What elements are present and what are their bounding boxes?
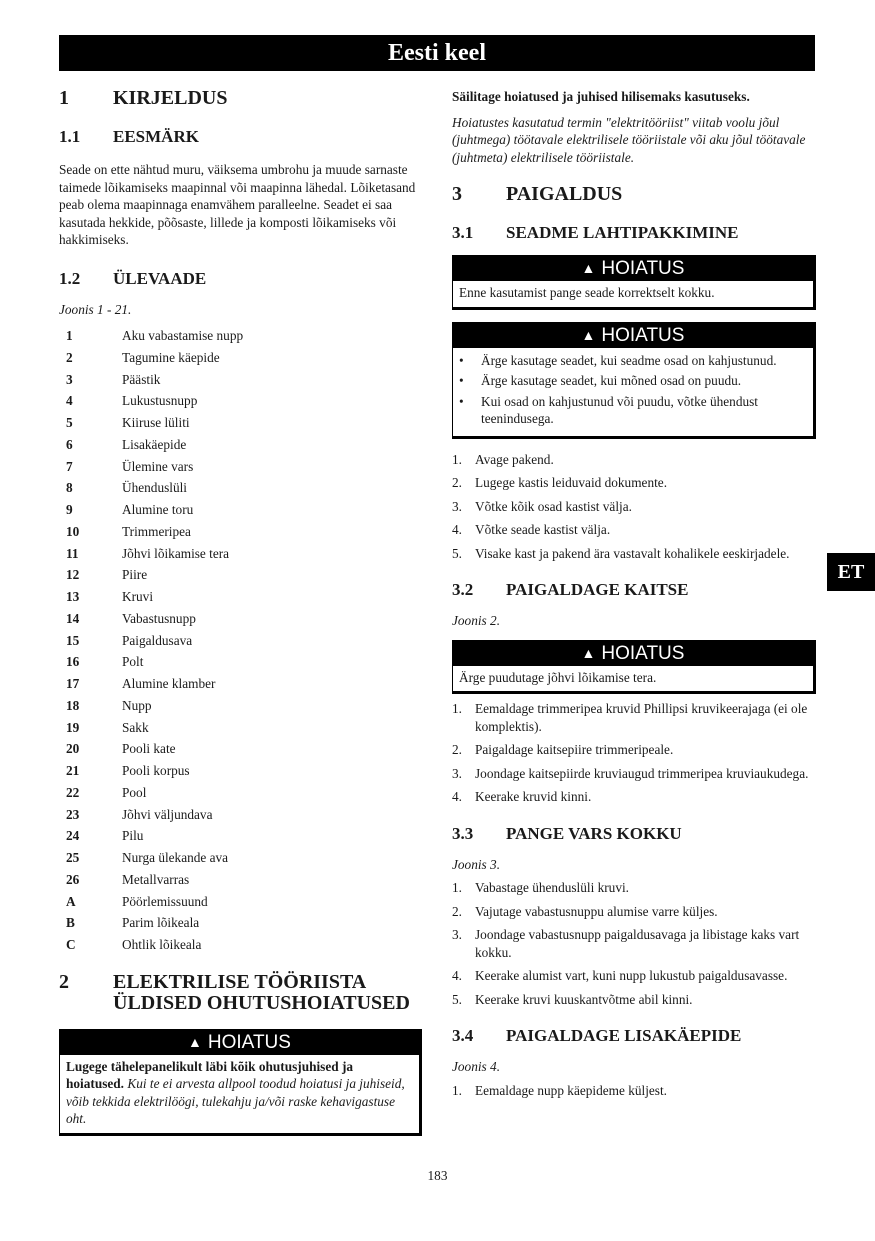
step-number: 5. bbox=[452, 991, 462, 1007]
part-label: Parim lõikeala bbox=[122, 915, 200, 931]
part-label: Jõhvi lõikamise tera bbox=[122, 545, 230, 561]
section-number: 3.1 bbox=[452, 223, 474, 242]
part-number: 2 bbox=[66, 349, 73, 365]
part-label: Metallvarras bbox=[122, 871, 190, 887]
step-number: 1. bbox=[452, 701, 462, 716]
step-number: 2. bbox=[452, 742, 462, 757]
part-item bbox=[59, 738, 422, 760]
section-3-1-heading bbox=[452, 223, 816, 243]
section-number: 3.3 bbox=[452, 823, 474, 843]
part-number: 23 bbox=[66, 806, 80, 822]
part-number: C bbox=[66, 937, 76, 952]
section-number: 3.4 bbox=[452, 1026, 474, 1045]
part-label: Nurga ülekande ava bbox=[122, 850, 229, 865]
part-item bbox=[59, 434, 422, 456]
step-number: 3. bbox=[452, 498, 462, 514]
power-tool-definition: Hoiatustes kasutatud termin "elektritööriist" viitab voolu jõul (juhtmega) töötavale elektrilisele tööriistale või aku jõul töötavale (juhtmeta) elektrilisele tööriistale. bbox=[452, 114, 806, 165]
step-number: 2. bbox=[452, 903, 462, 919]
step-number: 4. bbox=[452, 968, 462, 983]
step-item bbox=[452, 521, 816, 539]
part-number: 16 bbox=[66, 654, 80, 670]
section-number: 1.1 bbox=[59, 127, 81, 146]
part-label: Lukustusnupp bbox=[122, 393, 198, 409]
part-label: Lisakäepide bbox=[122, 436, 187, 452]
guard-steps bbox=[452, 700, 816, 806]
part-label: Tagumine käepide bbox=[122, 349, 220, 365]
part-number: 12 bbox=[66, 567, 80, 583]
right-column bbox=[452, 84, 816, 1105]
step-number: 4. bbox=[452, 522, 462, 537]
part-number: 11 bbox=[66, 545, 79, 561]
section-number: 2 bbox=[59, 970, 69, 993]
part-label: Vabastusnupp bbox=[122, 610, 196, 626]
part-item bbox=[59, 477, 422, 499]
part-item bbox=[59, 499, 422, 521]
section-title bbox=[113, 972, 410, 1014]
figure-reference: Joonis 4. bbox=[452, 1059, 501, 1074]
warning-triangle-icon: ▲ bbox=[188, 1033, 202, 1050]
part-item bbox=[59, 912, 422, 934]
part-number: 21 bbox=[66, 763, 80, 778]
step-text: Vabastage ühenduslüli kruvi. bbox=[475, 880, 629, 895]
part-item bbox=[59, 390, 422, 412]
part-item bbox=[59, 934, 422, 956]
part-item bbox=[59, 717, 422, 739]
step-item bbox=[452, 903, 816, 921]
keep-instructions-text: Säilitage hoiatused ja juhised hilisemaks kasutuseks. bbox=[452, 89, 750, 104]
assembly-warning-box bbox=[452, 255, 816, 310]
step-text: Võtke seade kastist välja. bbox=[475, 522, 611, 537]
section-title: KIRJELDUS bbox=[113, 87, 228, 109]
section-2-heading bbox=[59, 972, 422, 1014]
part-item bbox=[59, 760, 422, 782]
step-text: Keerake kruvid kinni. bbox=[475, 789, 592, 804]
part-label: Alumine klamber bbox=[122, 676, 216, 691]
step-item bbox=[452, 967, 816, 985]
section-3-heading bbox=[452, 184, 816, 205]
step-number: 1. bbox=[452, 1082, 462, 1098]
step-item bbox=[452, 700, 816, 735]
bullet-text: Ärge kasutage seadet, kui mõned osad on puudu. bbox=[481, 373, 742, 388]
step-item bbox=[452, 879, 816, 897]
part-number: 3 bbox=[66, 371, 73, 387]
section-3-2-heading bbox=[452, 580, 816, 600]
part-label: Pooli korpus bbox=[122, 763, 190, 778]
part-number: 25 bbox=[66, 850, 80, 865]
step-item bbox=[452, 545, 816, 563]
part-label: Kruvi bbox=[122, 589, 154, 604]
part-label: Alumine toru bbox=[122, 502, 194, 517]
bullet-icon: • bbox=[459, 352, 464, 368]
part-label: Ülemine vars bbox=[122, 458, 194, 474]
warning-header bbox=[60, 1030, 419, 1055]
part-item bbox=[59, 847, 422, 869]
part-number: 19 bbox=[66, 719, 80, 735]
parts-list bbox=[59, 325, 422, 956]
part-item bbox=[59, 412, 422, 434]
part-label: Jõhvi väljundava bbox=[122, 806, 213, 822]
part-item bbox=[59, 586, 422, 608]
section-1-2-heading bbox=[59, 269, 422, 289]
shaft-steps bbox=[452, 879, 816, 1008]
part-label: Polt bbox=[122, 654, 144, 670]
step-item bbox=[452, 474, 816, 492]
warning-bullet-item bbox=[459, 352, 807, 370]
step-text: Joondage vabastusnupp paigaldusavaga ja libistage kaks vart kokku. bbox=[475, 927, 800, 960]
part-number: 14 bbox=[66, 610, 80, 626]
section-number: 1.2 bbox=[59, 268, 81, 288]
step-number: 2. bbox=[452, 475, 462, 490]
warning-bullet-item bbox=[459, 393, 807, 428]
damaged-parts-warning-box bbox=[452, 322, 816, 439]
part-number: 9 bbox=[66, 502, 73, 517]
section-number: 1 bbox=[59, 87, 69, 109]
section-title: SEADME LAHTIPAKKIMINE bbox=[506, 223, 739, 242]
section-title: PAIGALDUS bbox=[506, 183, 623, 205]
step-text: Avage pakend. bbox=[475, 451, 554, 467]
step-item bbox=[452, 765, 816, 783]
part-label: Piire bbox=[122, 567, 148, 583]
part-label: Ühenduslüli bbox=[122, 480, 188, 496]
step-item bbox=[452, 498, 816, 516]
warning-bold-text: Lugege tähelepanelikult läbi kõik ohutusjuhised ja hoiatused. bbox=[66, 1058, 354, 1092]
step-text: Joondage kaitsepiirde kruviaugud trimmeripea kruviaukudega. bbox=[475, 765, 809, 781]
warning-italic-text: Kui te ei arvesta allpool toodud hoiatusi ja juhiseid, võib tekkida elektrilöögi, tulekahju ja/või raske kehavigastuse oht. bbox=[66, 1076, 405, 1127]
part-number: 20 bbox=[66, 741, 80, 757]
part-number: 4 bbox=[66, 393, 73, 409]
part-label: Pilu bbox=[122, 828, 144, 844]
step-text: Lugege kastis leiduvaid dokumente. bbox=[475, 475, 668, 490]
part-label: Nupp bbox=[122, 697, 152, 713]
step-text: Keerake alumist vart, kuni nupp lukustub paigaldusavasse. bbox=[475, 968, 788, 983]
part-item bbox=[59, 825, 422, 847]
part-item bbox=[59, 695, 422, 717]
warning-header bbox=[453, 641, 813, 666]
part-number: 10 bbox=[66, 523, 80, 539]
warning-header bbox=[453, 256, 813, 281]
step-text: Eemaldage trimmeripea kruvid Phillipsi kruvikeerajaga (ei ole komplektis). bbox=[475, 701, 808, 734]
step-text: Eemaldage nupp käepideme küljest. bbox=[475, 1082, 667, 1098]
part-item bbox=[59, 369, 422, 391]
part-item bbox=[59, 325, 422, 347]
part-label: Ohtlik lõikeala bbox=[122, 937, 202, 952]
part-item bbox=[59, 456, 422, 478]
step-number: 1. bbox=[452, 451, 462, 467]
part-number: 17 bbox=[66, 676, 80, 691]
part-number: 18 bbox=[66, 697, 80, 713]
part-number: 5 bbox=[66, 415, 73, 430]
page-number: 183 bbox=[427, 1168, 448, 1183]
step-item bbox=[452, 991, 816, 1009]
section-title: ÜLEVAADE bbox=[113, 268, 207, 288]
section-title-line: ELEKTRILISE TÖÖRIISTA bbox=[113, 970, 367, 993]
part-item bbox=[59, 651, 422, 673]
section-1-1-heading bbox=[59, 127, 422, 147]
handle-steps bbox=[452, 1082, 816, 1100]
part-item bbox=[59, 630, 422, 652]
step-number: 3. bbox=[452, 927, 462, 942]
part-item bbox=[59, 804, 422, 826]
part-number: 26 bbox=[66, 871, 80, 887]
part-item bbox=[59, 543, 422, 565]
warning-body: Ärge puudutage jõhvi lõikamise tera. bbox=[459, 669, 657, 685]
step-item bbox=[452, 741, 816, 759]
section-1-heading bbox=[59, 88, 422, 109]
part-label: Aku vabastamise nupp bbox=[122, 328, 244, 343]
figure-reference: Joonis 1 - 21. bbox=[59, 301, 132, 317]
warning-bullet-item bbox=[459, 372, 807, 390]
step-number: 1. bbox=[452, 880, 462, 895]
part-item bbox=[59, 347, 422, 369]
part-label: Trimmeripea bbox=[122, 523, 191, 539]
step-number: 4. bbox=[452, 789, 462, 804]
section-title: PANGE VARS KOKKU bbox=[506, 823, 682, 843]
step-number: 3. bbox=[452, 765, 462, 781]
part-number: 1 bbox=[66, 328, 73, 343]
warning-label: HOIATUS bbox=[207, 1031, 291, 1053]
part-label: Pool bbox=[122, 784, 147, 800]
warning-body bbox=[453, 348, 813, 436]
part-item bbox=[59, 564, 422, 586]
section-number: 3 bbox=[452, 183, 462, 205]
warning-body: Enne kasutamist pange seade korrektselt kokku. bbox=[459, 285, 715, 300]
step-text: Võtke kõik osad kastist välja. bbox=[475, 498, 632, 514]
step-text: Vajutage vabastusnuppu alumise varre küljes. bbox=[475, 903, 718, 919]
warning-bullet-list bbox=[459, 352, 807, 428]
warning-triangle-icon: ▲ bbox=[581, 260, 596, 276]
step-item bbox=[452, 926, 816, 961]
figure-reference: Joonis 2. bbox=[452, 613, 501, 628]
safety-warning-box bbox=[59, 1029, 422, 1136]
section-title: PAIGALDAGE LISAKÄEPIDE bbox=[506, 1026, 742, 1045]
warning-label: HOIATUS bbox=[601, 258, 685, 279]
part-label: Kiiruse lüliti bbox=[122, 415, 190, 430]
part-item bbox=[59, 782, 422, 804]
part-label: Paigaldusava bbox=[122, 632, 193, 648]
unpacking-steps bbox=[452, 451, 816, 563]
section-number: 3.2 bbox=[452, 580, 474, 599]
section-3-3-heading bbox=[452, 824, 816, 844]
part-number: 13 bbox=[66, 589, 80, 604]
language-banner: Eesti keel bbox=[59, 35, 815, 71]
part-item bbox=[59, 869, 422, 891]
part-number: 15 bbox=[66, 632, 80, 648]
part-number: 24 bbox=[66, 828, 80, 844]
part-label: Sakk bbox=[122, 719, 149, 735]
section-title: EESMÄRK bbox=[113, 127, 199, 146]
blade-warning-box bbox=[452, 640, 816, 695]
warning-label: HOIATUS bbox=[601, 324, 685, 346]
purpose-text: Seade on ette nähtud muru, väiksema umbrohu ja muude sarnaste taimede lõikamiseks maapinnal või maapinna lähedal. Lõiketasand peab olema maapinnaga enamvähem paralleelne. Seadet ei saa kasutada hekkide, põõsaste, lillede ja komposti lõikamiseks või hakkimiseks. bbox=[59, 162, 416, 247]
language-side-tab: ET bbox=[827, 553, 875, 591]
part-item bbox=[59, 673, 422, 695]
part-number: 7 bbox=[66, 458, 73, 474]
bullet-text: Ärge kasutage seadet, kui seadme osad on kahjustunud. bbox=[481, 352, 777, 368]
section-title-line: ÜLDISED OHUTUSHOIATUSED bbox=[113, 991, 410, 1014]
warning-header bbox=[453, 323, 813, 348]
part-number: A bbox=[66, 893, 76, 909]
part-item bbox=[59, 891, 422, 913]
step-text: Visake kast ja pakend ära vastavalt kohalikele eeskirjadele. bbox=[475, 545, 790, 561]
figure-reference: Joonis 3. bbox=[452, 856, 501, 872]
section-title: PAIGALDAGE KAITSE bbox=[506, 580, 689, 599]
part-number: 22 bbox=[66, 784, 80, 800]
warning-body bbox=[60, 1055, 419, 1133]
part-label: Päästik bbox=[122, 371, 161, 387]
bullet-text: Kui osad on kahjustunud või puudu, võtke ühendust teenindusega. bbox=[481, 393, 759, 426]
warning-triangle-icon: ▲ bbox=[581, 326, 596, 343]
part-item bbox=[59, 521, 422, 543]
part-number: B bbox=[66, 915, 75, 931]
part-number: 6 bbox=[66, 436, 73, 452]
part-item bbox=[59, 608, 422, 630]
step-item bbox=[452, 1082, 816, 1100]
step-number: 5. bbox=[452, 545, 462, 561]
step-item bbox=[452, 451, 816, 469]
part-label: Pooli kate bbox=[122, 741, 176, 757]
left-column bbox=[59, 84, 422, 1136]
step-text: Paigaldage kaitsepiire trimmeripeale. bbox=[475, 742, 674, 757]
warning-label: HOIATUS bbox=[601, 642, 685, 664]
section-3-4-heading bbox=[452, 1026, 816, 1046]
part-number: 8 bbox=[66, 480, 73, 496]
step-text: Keerake kruvi kuuskantvõtme abil kinni. bbox=[475, 991, 693, 1007]
bullet-icon: • bbox=[459, 393, 464, 409]
part-label: Pöörlemissuund bbox=[122, 893, 208, 909]
step-item bbox=[452, 788, 816, 806]
bullet-icon: • bbox=[459, 373, 464, 388]
warning-triangle-icon: ▲ bbox=[581, 644, 596, 661]
